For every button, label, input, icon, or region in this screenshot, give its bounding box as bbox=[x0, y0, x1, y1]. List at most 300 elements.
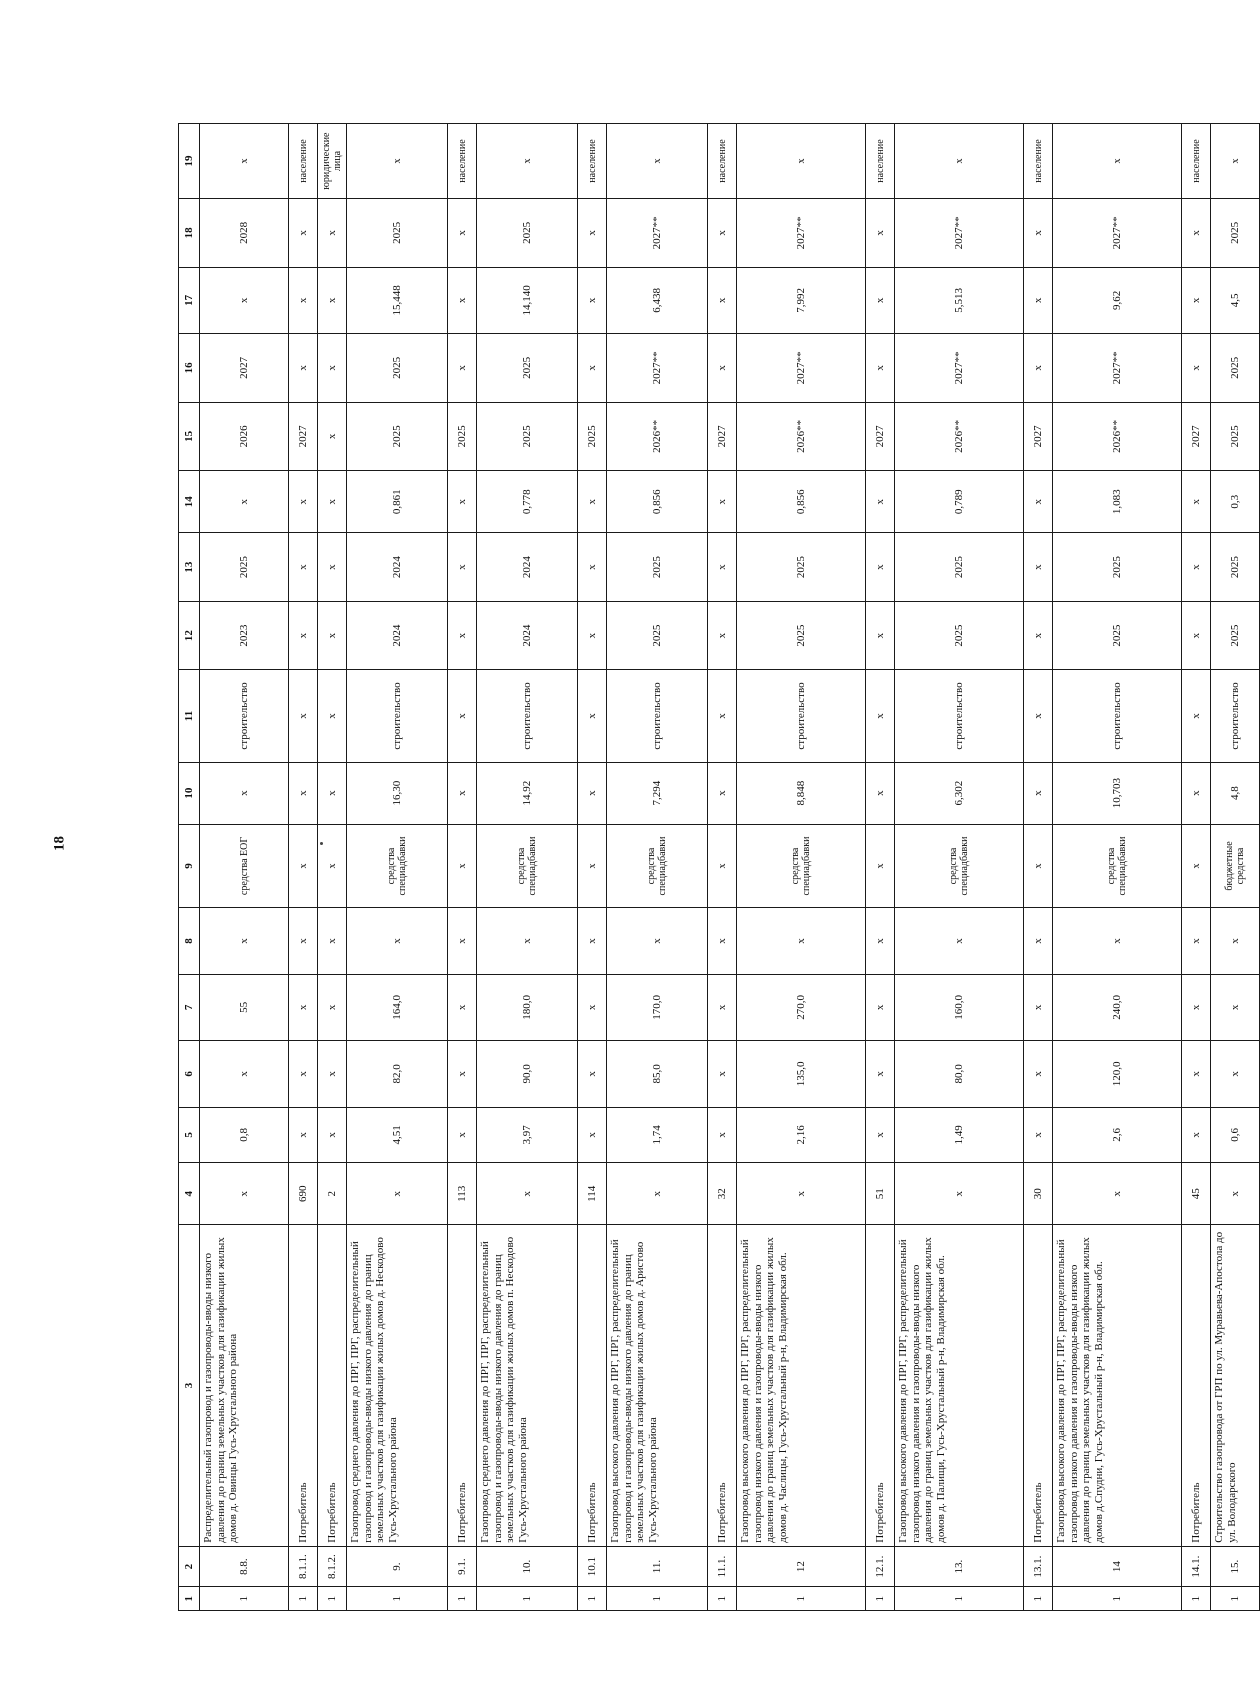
table-cell: 3,97 bbox=[477, 1107, 578, 1163]
table-cell: x bbox=[708, 267, 737, 333]
table-cell: x bbox=[866, 908, 895, 974]
table-cell: x bbox=[289, 533, 318, 602]
table-cell: строительство bbox=[1053, 670, 1182, 762]
table-cell: 120,0 bbox=[1053, 1041, 1182, 1107]
table-cell: 2027** bbox=[607, 334, 708, 403]
table-cell: 4,8 bbox=[1211, 762, 1260, 824]
table-row bbox=[737, 124, 866, 1611]
column-header: 2 bbox=[179, 1546, 200, 1587]
column-header: 1 bbox=[179, 1587, 200, 1611]
table-cell: строительство bbox=[607, 670, 708, 762]
table-cell: x bbox=[289, 824, 318, 908]
table-cell: 2026** bbox=[895, 402, 1024, 471]
table-cell: строительство bbox=[200, 670, 289, 762]
table-cell: 2025 bbox=[477, 199, 578, 268]
table-cell: x bbox=[448, 334, 477, 403]
table-cell: 1,083 bbox=[1053, 471, 1182, 533]
table-cell: x bbox=[1182, 334, 1211, 403]
table-cell: 180,0 bbox=[477, 974, 578, 1040]
column-header: 6 bbox=[179, 1041, 200, 1107]
table-cell: x bbox=[1182, 199, 1211, 268]
table-cell: 55 bbox=[200, 974, 289, 1040]
table-cell: 9. bbox=[347, 1546, 448, 1587]
table-cell: 85,0 bbox=[607, 1041, 708, 1107]
column-header: 12 bbox=[179, 601, 200, 670]
table-cell: 1 bbox=[347, 1587, 448, 1611]
table-cell: x bbox=[1211, 974, 1260, 1040]
table-cell: 2026 bbox=[200, 402, 289, 471]
table-cell: 1 bbox=[708, 1587, 737, 1611]
table-cell: x bbox=[318, 1041, 347, 1107]
table-cell: 2027** bbox=[1053, 199, 1182, 268]
table-cell: x bbox=[1182, 670, 1211, 762]
table-cell: 1 bbox=[1182, 1587, 1211, 1611]
column-header: 16 bbox=[179, 334, 200, 403]
table-cell: x bbox=[448, 974, 477, 1040]
column-header: 9 bbox=[179, 824, 200, 908]
table-cell: x bbox=[347, 1163, 448, 1225]
table-cell: 11. bbox=[607, 1546, 708, 1587]
table-cell: x bbox=[866, 334, 895, 403]
table-cell: x bbox=[289, 974, 318, 1040]
table-cell: 11.1. bbox=[708, 1546, 737, 1587]
table-cell: x bbox=[289, 1041, 318, 1107]
table-cell: 45 bbox=[1182, 1163, 1211, 1225]
table-cell: 8.1.1. bbox=[289, 1546, 318, 1587]
table-cell: Потребитель bbox=[866, 1225, 895, 1546]
table-cell: 2025 bbox=[477, 402, 578, 471]
table-cell: x bbox=[1024, 974, 1053, 1040]
table-row bbox=[318, 124, 347, 1611]
table-cell: Газопровод среднего давления до ПРГ, ПРГ, распределительный газопровод и газопроводы-вводы низкого давления до границ земельных участков для газификации жилых домов п. Нескодово Гусь-Хрустального района bbox=[477, 1225, 578, 1546]
table-cell: x bbox=[477, 1163, 578, 1225]
table-cell: 8.8. bbox=[200, 1546, 289, 1587]
table-cell: 2028 bbox=[200, 199, 289, 268]
table-cell: 2027** bbox=[737, 334, 866, 403]
table-cell: x bbox=[578, 334, 607, 403]
table-cell: строительство bbox=[737, 670, 866, 762]
table-cell: 9.1. bbox=[448, 1546, 477, 1587]
table-cell: 2024 bbox=[477, 533, 578, 602]
table-cell: x bbox=[578, 1107, 607, 1163]
table-row bbox=[347, 124, 448, 1611]
table-cell: x bbox=[318, 762, 347, 824]
table-cell: 2026** bbox=[1053, 402, 1182, 471]
table-cell: x bbox=[318, 601, 347, 670]
table-cell: 1,74 bbox=[607, 1107, 708, 1163]
table-cell: 2025 bbox=[1053, 533, 1182, 602]
table-cell: x bbox=[578, 601, 607, 670]
table-cell: 2027 bbox=[866, 402, 895, 471]
table-cell: 0,856 bbox=[607, 471, 708, 533]
table-cell: x bbox=[578, 199, 607, 268]
table-cell: x bbox=[318, 908, 347, 974]
table-row bbox=[895, 124, 1024, 1611]
gas-pipeline-table bbox=[178, 123, 1260, 1611]
table-cell: Газопровод высокого давления до ПРГ, ПРГ, распределительный газопровод низкого давления и газопроводы-вводы низкого давления до границ земельных участков для газификации жилых домов д. Палищи, Гусь-Хрустальный р-н, Владимирская обл. bbox=[895, 1225, 1024, 1546]
table-cell: x bbox=[289, 908, 318, 974]
table-cell: население bbox=[289, 124, 318, 199]
table-cell: x bbox=[866, 762, 895, 824]
table-cell: 2025 bbox=[1211, 601, 1260, 670]
table-cell: 2025 bbox=[448, 402, 477, 471]
table-cell: x bbox=[1024, 1041, 1053, 1107]
table-cell: Потребитель bbox=[448, 1225, 477, 1546]
table-cell: x bbox=[448, 533, 477, 602]
table-cell: 2,6 bbox=[1053, 1107, 1182, 1163]
table-cell: 2 bbox=[318, 1163, 347, 1225]
table-cell: x bbox=[200, 471, 289, 533]
table-row bbox=[578, 124, 607, 1611]
table-cell: x bbox=[289, 762, 318, 824]
table-cell: 270,0 bbox=[737, 974, 866, 1040]
table-cell: 690 bbox=[289, 1163, 318, 1225]
table-cell: x bbox=[866, 471, 895, 533]
table-cell: Строительство газопровода от ГРП по ул. Муравьева-Апостола до ул. Володарского bbox=[1211, 1225, 1260, 1546]
table-cell: средства ЕОГ bbox=[200, 824, 289, 908]
table-cell: x bbox=[318, 670, 347, 762]
table-row bbox=[607, 124, 708, 1611]
table-cell: x bbox=[578, 471, 607, 533]
table-cell: x bbox=[289, 1107, 318, 1163]
table-cell: 1 bbox=[737, 1587, 866, 1611]
table-cell: x bbox=[1182, 908, 1211, 974]
table-cell: 135,0 bbox=[737, 1041, 866, 1107]
table-cell: x bbox=[866, 199, 895, 268]
table-cell: x bbox=[289, 199, 318, 268]
table-cell: x bbox=[347, 124, 448, 199]
table-cell: 13. bbox=[895, 1546, 1024, 1587]
table-cell: 2025 bbox=[1211, 199, 1260, 268]
table-cell: 2025 bbox=[200, 533, 289, 602]
table-cell: 2024 bbox=[347, 601, 448, 670]
table-cell: 8,848 bbox=[737, 762, 866, 824]
table-cell: 14,140 bbox=[477, 267, 578, 333]
table-cell: 32 bbox=[708, 1163, 737, 1225]
table-cell: x bbox=[578, 974, 607, 1040]
table-row bbox=[448, 124, 477, 1611]
table-cell: 1 bbox=[200, 1587, 289, 1611]
table-cell: 2025 bbox=[737, 601, 866, 670]
table-cell: 10,703 bbox=[1053, 762, 1182, 824]
table-cell: x bbox=[866, 1041, 895, 1107]
table-cell: 13.1. bbox=[1024, 1546, 1053, 1587]
table-cell: x bbox=[448, 267, 477, 333]
table-cell: x bbox=[200, 1041, 289, 1107]
table-cell: 2025 bbox=[895, 601, 1024, 670]
table-cell: 4,51 bbox=[347, 1107, 448, 1163]
table-cell: x bbox=[448, 199, 477, 268]
table-cell: 1 bbox=[1024, 1587, 1053, 1611]
table-cell: средства специадбавки bbox=[1053, 824, 1182, 908]
table-cell: 2027** bbox=[737, 199, 866, 268]
table-cell: Потребитель bbox=[578, 1225, 607, 1546]
table-cell: x bbox=[1024, 533, 1053, 602]
table-cell: x bbox=[318, 334, 347, 403]
table-cell: x bbox=[289, 670, 318, 762]
table-cell: 2023 bbox=[200, 601, 289, 670]
table-cell: бюджетные средства bbox=[1211, 824, 1260, 908]
table-cell: x bbox=[318, 974, 347, 1040]
table-cell: 2025 bbox=[1211, 533, 1260, 602]
table-cell: x bbox=[1182, 533, 1211, 602]
table-cell: 2027 bbox=[1182, 402, 1211, 471]
table-cell: 9,62 bbox=[1053, 267, 1182, 333]
table-cell: 2025 bbox=[347, 334, 448, 403]
table-cell: x bbox=[578, 670, 607, 762]
table-cell: x bbox=[708, 601, 737, 670]
table-cell: 240,0 bbox=[1053, 974, 1182, 1040]
table-cell: x bbox=[200, 908, 289, 974]
table-cell: 0,861 bbox=[347, 471, 448, 533]
table-cell: Потребитель bbox=[1024, 1225, 1053, 1546]
scan-speck bbox=[320, 842, 323, 845]
table-cell: x bbox=[1024, 334, 1053, 403]
table-cell: 1,49 bbox=[895, 1107, 1024, 1163]
table-cell: x bbox=[1211, 1163, 1260, 1225]
table-cell: 2024 bbox=[347, 533, 448, 602]
table-cell: средства специадбавки bbox=[347, 824, 448, 908]
table-cell: x bbox=[289, 471, 318, 533]
table-cell: 1 bbox=[289, 1587, 318, 1611]
table-cell: 2027** bbox=[607, 199, 708, 268]
table-cell: x bbox=[289, 267, 318, 333]
table-cell: 0,8 bbox=[200, 1107, 289, 1163]
table-cell: 2027 bbox=[200, 334, 289, 403]
table-cell: x bbox=[448, 471, 477, 533]
table-cell: 2027** bbox=[895, 334, 1024, 403]
table-cell: x bbox=[318, 533, 347, 602]
table-cell: 164,0 bbox=[347, 974, 448, 1040]
table-cell: x bbox=[866, 974, 895, 1040]
table-cell: 2027 bbox=[708, 402, 737, 471]
table-cell: x bbox=[607, 124, 708, 199]
table-cell: 2027 bbox=[289, 402, 318, 471]
table-cell: 1 bbox=[448, 1587, 477, 1611]
table-cell: x bbox=[1024, 1107, 1053, 1163]
table-cell: x bbox=[1182, 1041, 1211, 1107]
column-header: 15 bbox=[179, 402, 200, 471]
table-cell: юридические лица bbox=[318, 124, 347, 199]
table-cell: x bbox=[448, 601, 477, 670]
table-cell: x bbox=[318, 267, 347, 333]
table-cell: x bbox=[708, 1041, 737, 1107]
table-cell: x bbox=[289, 601, 318, 670]
table-cell: Потребитель bbox=[289, 1225, 318, 1546]
table-cell: 1 bbox=[477, 1587, 578, 1611]
header-row bbox=[179, 124, 200, 1611]
table-cell: 2026** bbox=[737, 402, 866, 471]
table-row bbox=[866, 124, 895, 1611]
table-cell: 0,6 bbox=[1211, 1107, 1260, 1163]
table-cell: средства специадбавки bbox=[607, 824, 708, 908]
table-cell: x bbox=[1211, 124, 1260, 199]
table-cell: x bbox=[1211, 1041, 1260, 1107]
table-cell: x bbox=[1182, 1107, 1211, 1163]
table-cell: Газопровод высокого давления до ПРГ, ПРГ, распределительный газопровод низкого давления и газопроводы-вводы низкого давления до границ земельных участков для газификации жилых домов д.Спудни, Гусь-Хрустальный р-н, Владимирская обл. bbox=[1053, 1225, 1182, 1546]
table-cell: средства специадбавки bbox=[737, 824, 866, 908]
table-cell: 14.1. bbox=[1182, 1546, 1211, 1587]
table-cell: 1 bbox=[1053, 1587, 1182, 1611]
table-cell: x bbox=[866, 601, 895, 670]
table-cell: x bbox=[318, 402, 347, 471]
table-cell: 10. bbox=[477, 1546, 578, 1587]
table-cell: x bbox=[866, 670, 895, 762]
table-cell: 12.1. bbox=[866, 1546, 895, 1587]
table-cell: 2,16 bbox=[737, 1107, 866, 1163]
table-cell: 114 bbox=[578, 1163, 607, 1225]
table-cell: x bbox=[1182, 762, 1211, 824]
table-cell: 170,0 bbox=[607, 974, 708, 1040]
table-cell: 14,92 bbox=[477, 762, 578, 824]
table-cell: x bbox=[1024, 199, 1053, 268]
table-cell: x bbox=[200, 267, 289, 333]
table-cell: 1 bbox=[318, 1587, 347, 1611]
table-cell: 15,448 bbox=[347, 267, 448, 333]
table-cell: x bbox=[318, 824, 347, 908]
table-cell: x bbox=[448, 1107, 477, 1163]
table-cell: Потребитель bbox=[1182, 1225, 1211, 1546]
table-cell: x bbox=[866, 1107, 895, 1163]
table-cell: x bbox=[708, 670, 737, 762]
table-cell: 30 bbox=[1024, 1163, 1053, 1225]
table-cell: x bbox=[708, 762, 737, 824]
table-row bbox=[200, 124, 289, 1611]
table-cell: 160,0 bbox=[895, 974, 1024, 1040]
column-header: 14 bbox=[179, 471, 200, 533]
table-cell: 1 bbox=[1211, 1587, 1260, 1611]
table-cell: средства специадбавки bbox=[895, 824, 1024, 908]
table-cell: 2025 bbox=[1053, 601, 1182, 670]
table-cell: x bbox=[1024, 267, 1053, 333]
table-cell: 1 bbox=[866, 1587, 895, 1611]
table-cell: x bbox=[708, 1107, 737, 1163]
table-cell: 7,294 bbox=[607, 762, 708, 824]
table-cell: x bbox=[708, 471, 737, 533]
table-cell: 2024 bbox=[477, 601, 578, 670]
table-cell: 113 bbox=[448, 1163, 477, 1225]
table-cell: строительство bbox=[1211, 670, 1260, 762]
table-cell: x bbox=[737, 908, 866, 974]
table-cell: x bbox=[578, 908, 607, 974]
table-cell: 2025 bbox=[347, 199, 448, 268]
table-cell: x bbox=[578, 824, 607, 908]
table-cell: x bbox=[200, 762, 289, 824]
table-cell: x bbox=[448, 670, 477, 762]
table-cell: x bbox=[578, 267, 607, 333]
table-cell: x bbox=[737, 124, 866, 199]
table-cell: 0,856 bbox=[737, 471, 866, 533]
table-cell: x bbox=[737, 1163, 866, 1225]
table-cell: x bbox=[895, 908, 1024, 974]
table-cell: 1 bbox=[578, 1587, 607, 1611]
table-cell: 0,778 bbox=[477, 471, 578, 533]
table-cell: 16,30 bbox=[347, 762, 448, 824]
table-cell: 2026** bbox=[607, 402, 708, 471]
table-cell: 7,992 bbox=[737, 267, 866, 333]
column-header: 7 bbox=[179, 974, 200, 1040]
column-header: 13 bbox=[179, 533, 200, 602]
table-cell: 2025 bbox=[737, 533, 866, 602]
table-cell: x bbox=[607, 908, 708, 974]
table-cell: x bbox=[895, 124, 1024, 199]
table-cell: x bbox=[1053, 1163, 1182, 1225]
table-cell: население bbox=[866, 124, 895, 199]
table-cell: x bbox=[708, 908, 737, 974]
table-cell: x bbox=[448, 908, 477, 974]
table-row bbox=[1053, 124, 1182, 1611]
table-cell: x bbox=[578, 1041, 607, 1107]
table-cell: 80,0 bbox=[895, 1041, 1024, 1107]
table-cell: Газопровод высокого давления до ПРГ, ПРГ, распределительный газопровод и газопроводы-вводы низкого давления до границ земельных участков для газификации жилых домов д. Аристово Гусь-Хрустального района bbox=[607, 1225, 708, 1546]
column-header: 19 bbox=[179, 124, 200, 199]
column-header: 10 bbox=[179, 762, 200, 824]
table-cell: 2025 bbox=[1211, 334, 1260, 403]
table-cell: x bbox=[708, 334, 737, 403]
table-cell: x bbox=[1182, 471, 1211, 533]
table-cell: 2027** bbox=[1053, 334, 1182, 403]
table-row bbox=[1024, 124, 1053, 1611]
table-cell: x bbox=[448, 1041, 477, 1107]
table-cell: 1 bbox=[607, 1587, 708, 1611]
table-cell: 10.1 bbox=[578, 1546, 607, 1587]
table-cell: население bbox=[448, 124, 477, 199]
table-cell: 2025 bbox=[895, 533, 1024, 602]
table-cell: x bbox=[895, 1163, 1024, 1225]
table-body bbox=[200, 124, 1260, 1611]
column-header: 5 bbox=[179, 1107, 200, 1163]
table-cell: 6,302 bbox=[895, 762, 1024, 824]
table-cell: 1 bbox=[895, 1587, 1024, 1611]
table-row bbox=[289, 124, 318, 1611]
table-cell: x bbox=[1182, 601, 1211, 670]
table-cell: 8.1.2. bbox=[318, 1546, 347, 1587]
table-cell: x bbox=[1053, 908, 1182, 974]
table-cell: население bbox=[1024, 124, 1053, 199]
table-cell: 5,513 bbox=[895, 267, 1024, 333]
table-cell: 2027** bbox=[895, 199, 1024, 268]
table-cell: x bbox=[708, 824, 737, 908]
table-cell: x bbox=[318, 471, 347, 533]
table-cell: x bbox=[1024, 601, 1053, 670]
table-cell: Потребитель bbox=[318, 1225, 347, 1546]
table-cell: x bbox=[1182, 974, 1211, 1040]
table-cell: x bbox=[607, 1163, 708, 1225]
table-cell: 14 bbox=[1053, 1546, 1182, 1587]
table-cell: x bbox=[448, 824, 477, 908]
table-cell: x bbox=[578, 533, 607, 602]
table-cell: x bbox=[1024, 824, 1053, 908]
table-cell: средства специадбавки bbox=[477, 824, 578, 908]
table-cell: x bbox=[708, 199, 737, 268]
table-row bbox=[477, 124, 578, 1611]
table-cell: x bbox=[1182, 824, 1211, 908]
table-cell: 2025 bbox=[477, 334, 578, 403]
table-cell: Распределительный газопровод и газопроводы-вводы низкого давления до границ земельных участков для газификации жилых домов д. Овинцы Гусь-Хрустального района bbox=[200, 1225, 289, 1546]
table-cell: x bbox=[1024, 762, 1053, 824]
table-cell: x bbox=[1024, 471, 1053, 533]
table-cell: 2025 bbox=[578, 402, 607, 471]
table-cell: x bbox=[708, 533, 737, 602]
table-cell: 82,0 bbox=[347, 1041, 448, 1107]
table-cell: 51 bbox=[866, 1163, 895, 1225]
table-cell: x bbox=[347, 908, 448, 974]
table-cell: x bbox=[866, 533, 895, 602]
column-header: 18 bbox=[179, 199, 200, 268]
column-header: 3 bbox=[179, 1225, 200, 1546]
table-cell: 2025 bbox=[607, 601, 708, 670]
column-header: 8 bbox=[179, 908, 200, 974]
